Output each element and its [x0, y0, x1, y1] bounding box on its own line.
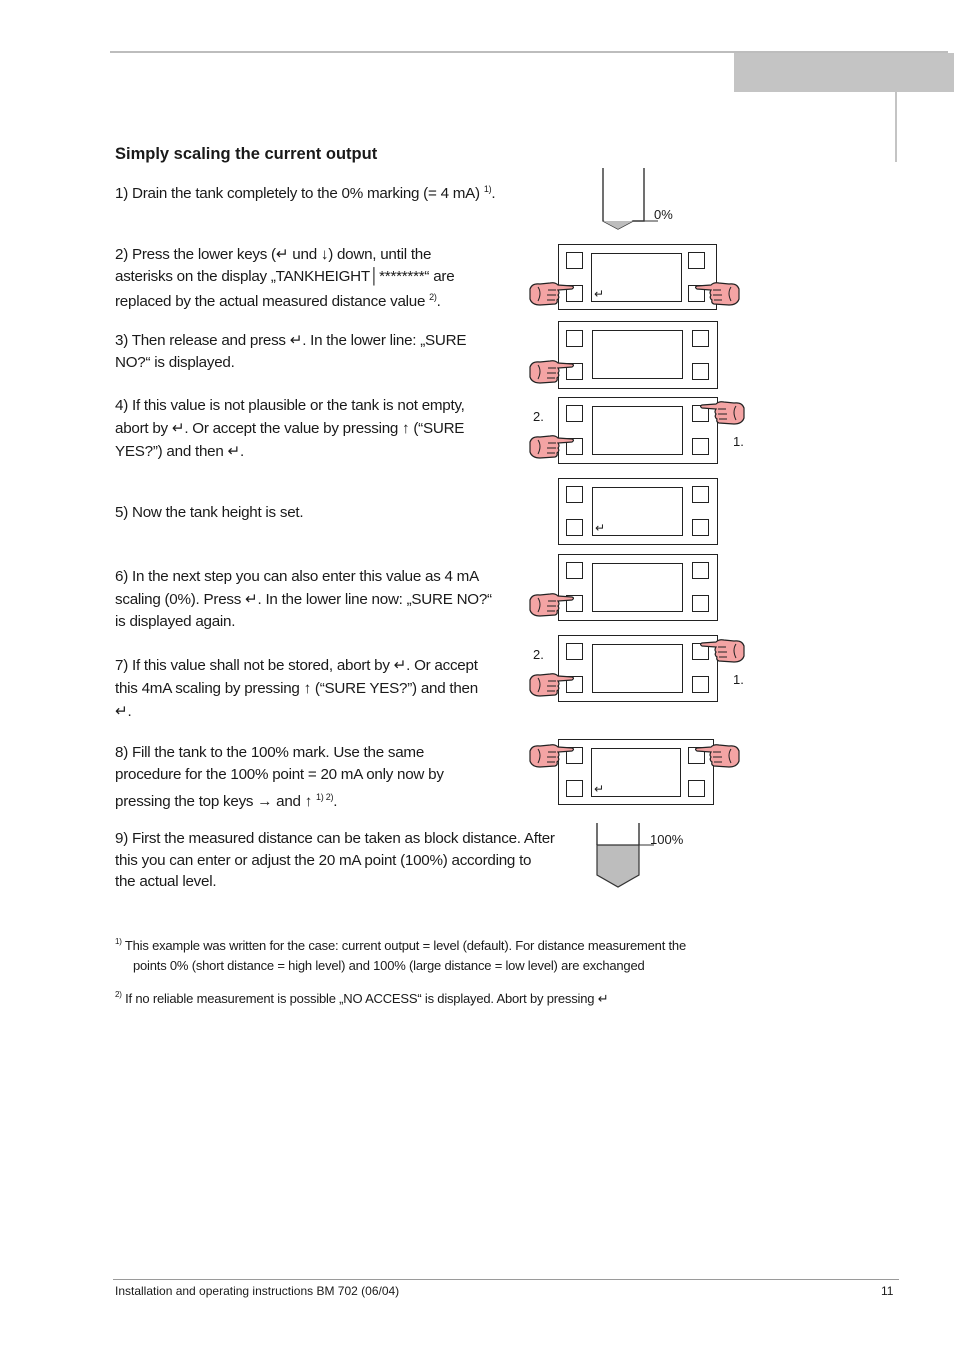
display — [591, 253, 682, 302]
tank-full-label: 100% — [650, 832, 684, 847]
key-top-right[interactable] — [692, 486, 709, 503]
hand-press-icon — [528, 590, 574, 620]
key-down[interactable] — [692, 519, 709, 536]
step-7: 7) If this value shall not be stored, abort by ↵. Or accept this 4mA scaling by pressing ↑ (“SURE YES?”) and then ↵. — [115, 657, 478, 720]
key-top-left[interactable] — [566, 405, 583, 422]
key-down[interactable] — [692, 595, 709, 612]
section-title: Simply scaling the current output — [115, 145, 378, 163]
hand-press-icon — [528, 357, 574, 387]
hand-press-icon — [695, 279, 741, 309]
hand-press-icon — [528, 670, 574, 700]
key-top-left[interactable] — [566, 252, 583, 269]
key-top-left[interactable] — [566, 643, 583, 660]
step-6: 6) In the next step you can also enter this value as 4 mA scaling (0%). Press ↵. In the lower line now: „SURE NO?“ is displayed again. — [115, 568, 492, 630]
key-enter[interactable] — [566, 519, 583, 536]
key-top-right[interactable] — [688, 252, 705, 269]
tank-empty-diagram — [596, 166, 666, 236]
header-side-rule — [895, 92, 897, 162]
hand-press-icon — [700, 398, 746, 428]
footnote-2: $^{2)}$ If no reliable measurement is possible „NO ACCESS“ is displayed. Abort by pressing ↵ — [115, 990, 609, 1006]
key-enter[interactable] — [566, 780, 583, 797]
hand-press-icon — [528, 432, 574, 462]
tank-full-fill — [597, 845, 639, 887]
enter-symbol: ↵ — [594, 287, 605, 301]
display — [592, 330, 683, 379]
step-5: 5) Now the tank height is set. — [115, 504, 304, 521]
key-top-left[interactable] — [566, 486, 583, 503]
footnote-1: $^{1)}$ This example was written for the case: current output = level (default). For distance measurement the points 0% (short distance = high level) and 100% (large distance = low level) are exchanged — [115, 937, 686, 973]
step-4: 4) If this value is not plausible or the tank is not empty, abort by ↵. Or accept the value by pressing ↑ (“SURE YES?”) and then ↵. — [115, 397, 465, 460]
key-top-right[interactable] — [692, 562, 709, 579]
key-top-left[interactable] — [566, 562, 583, 579]
key-top-right[interactable] — [692, 330, 709, 347]
page-number: 11 — [881, 1284, 894, 1298]
key-down[interactable] — [692, 438, 709, 455]
step-3: 3) Then release and press ↵. In the lower line: „SURE NO?“ is displayed. — [115, 332, 467, 371]
footer-document-title: Installation and operating instructions BM 702 (06/04) — [115, 1284, 400, 1298]
enter-symbol: ↵ — [595, 521, 606, 535]
hand-press-icon — [528, 279, 574, 309]
device-panel-4 — [530, 478, 690, 546]
header-tab — [734, 53, 954, 92]
tank-empty-label: 0% — [654, 207, 673, 222]
step-2: 2) Press the lower keys (↵ und ↓) down, until the asterisks on the display „TANKHEIGHT│********“ are replaced by the actual measured distance value $^{2)}$. — [115, 246, 455, 310]
display — [592, 487, 683, 536]
step-label-first: 1. — [733, 434, 744, 449]
key-down[interactable] — [692, 676, 709, 693]
hand-press-icon — [700, 636, 746, 666]
step-label-second: 2. — [533, 647, 544, 662]
key-down[interactable] — [688, 780, 705, 797]
key-top-left[interactable] — [566, 330, 583, 347]
step-8: 8) Fill the tank to the 100% mark. Use the same procedure for the 100% point = 20 mA only now by pressing the top keys → and ↑ $^{1) 2)}$. — [115, 744, 444, 810]
display — [592, 563, 683, 612]
footer-rule — [113, 1279, 899, 1280]
display — [592, 644, 683, 693]
display — [592, 406, 683, 455]
tank-full-diagram — [592, 820, 662, 892]
step-1: 1) Drain the tank completely to the 0% marking (= 4 mA) $^{1)}$. — [115, 184, 496, 202]
step-9: 9) First the measured distance can be taken as block distance. After this you can enter or adjust the 20 mA point (100%) according to the actual level. — [115, 830, 555, 890]
key-down[interactable] — [692, 363, 709, 380]
hand-press-icon — [528, 741, 574, 771]
step-label-first: 1. — [733, 672, 744, 687]
step-label-second: 2. — [533, 409, 544, 424]
enter-symbol: ↵ — [594, 782, 605, 796]
hand-press-icon — [695, 741, 741, 771]
display — [591, 748, 681, 797]
tank-empty-fill — [603, 221, 633, 229]
